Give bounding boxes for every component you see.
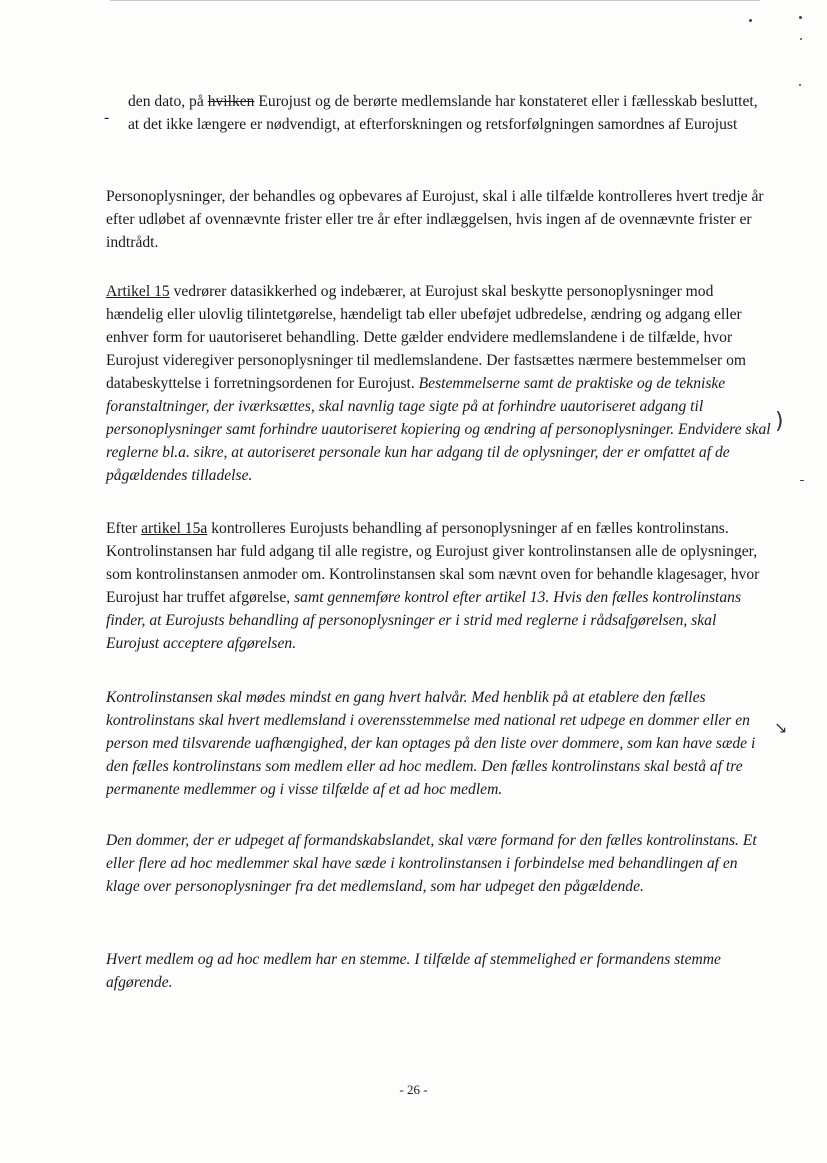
struck-word: hvilken <box>207 93 255 110</box>
article-15a-reference: artikel 15a <box>141 520 208 537</box>
bullet-dash: - <box>104 109 110 126</box>
scan-speck <box>799 16 802 19</box>
scan-speck <box>800 38 802 40</box>
article-15a-text: kontrolleres Eurojusts behandling af personoplysninger af en fælles kontrolinstans. Kontrolinstansen har fuld adgang til alle registre, og Eurojust giver kontrolinstansen alle de oplysninger, som kontrolinstansen anmoder om. Kontrolinstansen skal som nævnt oven for behandle klagesager, hvor Eurojust har truffet afgørelse, <box>106 520 760 606</box>
paragraph-retention: Personoplysninger, der behandles og opbevares af Eurojust, skal i alle tilfælde kontrolleres hvert tredje år efter udløbet af ovennævnte frister eller tre år efter indlæggelsen, hvis ingen af de ovennævnte frister er indtrådt. <box>106 188 764 251</box>
margin-tick <box>800 480 804 481</box>
top-edge-line <box>110 0 760 2</box>
paragraph-article-15a <box>106 517 771 655</box>
bullet-text-post: Eurojust og de berørte medlemslande har konstateret eller i fællesskab besluttet, at det ikke længere er nødvendigt, at efterforskningen og retsforfølgningen samordnes af Eurojust <box>128 93 758 133</box>
article-15-reference: Artikel 15 <box>106 283 170 300</box>
scan-speck <box>799 84 801 86</box>
article-15-text: vedrører datasikkerhed og indebærer, at Eurojust skal beskytte personoplysninger mod hændelig eller ulovlig tilintetgørelse, hændeligt tab eller ubeføjet udbredelse, ændring og adgang eller enhver form for uautoriseret behandling. Dette gælder endvidere medlemslandene i de tilfælde, hvor Eurojust videregiver personoplysninger til medlemslandene. Der fastsættes nærmere bestemmelser om databeskyttelse i forretningsordenen for Eurojust. <box>106 283 747 392</box>
page-number: - 26 - <box>399 1082 428 1097</box>
paragraph-chair: Den dommer, der er udpeget af formandskabslandet, skal være formand for den fælles kontrolinstans. Et eller flere ad hoc medlemmer skal have sæde i kontrolinstansen i forbindelse med behandlingen af en klage over personoplysninger fra det medlemsland, som har udpeget den pågældende. <box>106 832 757 895</box>
paragraph-control-meetings: Kontrolinstansen skal mødes mindst en gang hvert halvår. Med henblik på at etablere den fælles kontrolinstans skal hvert medlemsland i overensstemmelse med national ret udpege en dommer eller en person med tilsvarende uafhængighed, der kan optages på den liste over dommere, som kan have sæde i den fælles kontrolinstans som medlem eller ad hoc medlem. Den fælles kontrolinstans skal bestå af tre permanente medlemmer og i visse tilfælde af et ad hoc medlem. <box>106 689 756 798</box>
article-15a-italic: samt gennemføre kontrol efter artikel 13. Hvis den fælles kontrolinstans finder, at Eurojusts behandling af personoplysninger er i strid med reglerne i rådsafgørelsen, skal Eurojust acceptere afgørelsen. <box>106 589 742 652</box>
bullet-item <box>128 90 768 136</box>
scan-speck <box>749 19 752 22</box>
margin-bracket-mark: ) <box>775 409 784 434</box>
margin-arrow-mark: ↘ <box>774 718 788 737</box>
article-15a-pre: Efter <box>106 520 142 537</box>
paragraph-article-15 <box>106 280 771 487</box>
article-15-italic: Bestemmelserne samt de praktiske og de tekniske foranstaltninger, der iværksættes, skal navnlig tage sigte på at forhindre uautoriseret adgang til personoplysninger samt forhindre uautoriseret kopiering og ændring af personoplysninger. Endvidere skal reglerne bl.a. sikre, at autoriseret personale kun har adgang til de oplysninger, der er omfattet af de pågældendes tilladelse. <box>106 375 771 484</box>
bullet-text-pre: den dato, på <box>128 93 208 110</box>
paragraph-voting: Hvert medlem og ad hoc medlem har en stemme. I tilfælde af stemmelighed er formandens stemme afgørende. <box>106 951 721 991</box>
